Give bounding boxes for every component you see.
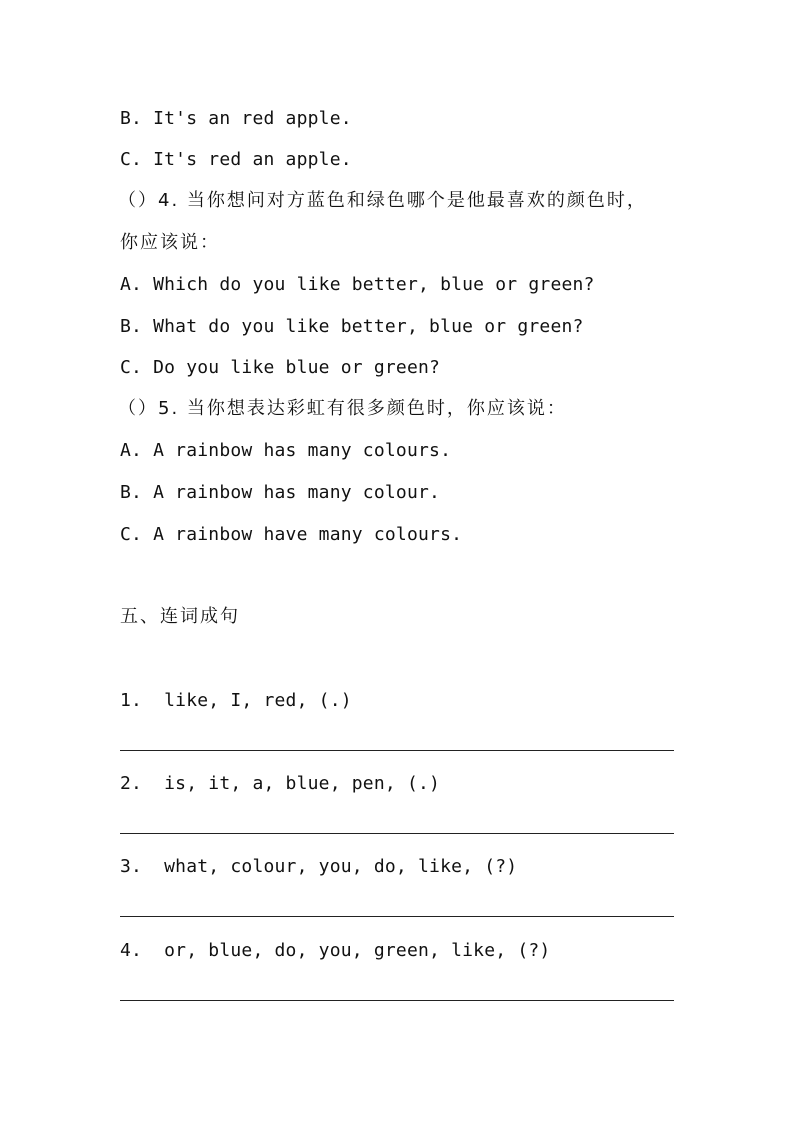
q4-stem-line1: （）4. 当你想问对方蓝色和绿色哪个是他最喜欢的颜色时， — [118, 190, 647, 211]
q4-option-b: B. What do you like better, blue or green? — [120, 316, 584, 337]
section-5-heading: 五、连词成句 — [120, 606, 240, 627]
q3-option-c: C. It's red an apple. — [120, 149, 352, 170]
sentence-item-1: 1. like, I, red, (.) — [120, 690, 352, 711]
q4-option-a: A. Which do you like better, blue or green? — [120, 274, 595, 295]
q5-option-c: C. A rainbow have many colours. — [120, 524, 463, 545]
sentence-item-4: 4. or, blue, do, you, green, like, (?) — [120, 940, 551, 961]
q5-stem: （）5. 当你想表达彩虹有很多颜色时，你应该说： — [118, 398, 567, 419]
q4-option-c: C. Do you like blue or green? — [120, 357, 441, 378]
q5-option-b: B. A rainbow has many colour. — [120, 482, 441, 503]
sentence-item-3: 3. what, colour, you, do, like, (?) — [120, 856, 518, 877]
sentence-item-2: 2. is, it, a, blue, pen, (.) — [120, 773, 441, 794]
q4-stem-line2: 你应该说： — [120, 232, 220, 253]
answer-line-4 — [120, 1000, 674, 1001]
q5-option-a: A. A rainbow has many colours. — [120, 440, 452, 461]
answer-line-2 — [120, 833, 674, 834]
answer-line-3 — [120, 916, 674, 917]
q3-option-b: B. It's an red apple. — [120, 108, 352, 129]
answer-line-1 — [120, 750, 674, 751]
